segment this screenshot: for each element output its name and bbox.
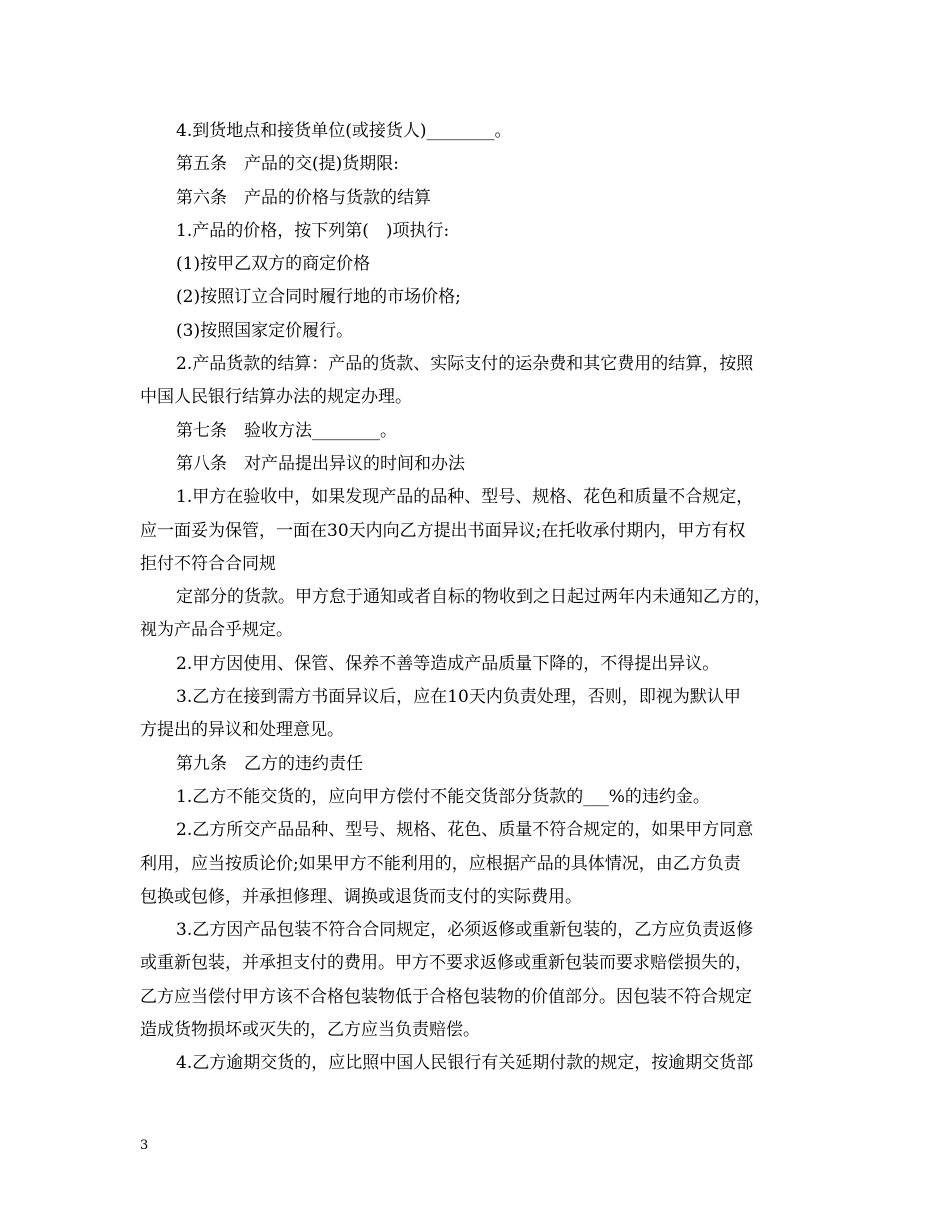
paragraph-line: 4.乙方逾期交货的，应比照中国人民银行有关延期付款的规定，按逾期交货部 (176, 1053, 754, 1074)
article-heading: 第五条 产品的交(提)货期限: (176, 154, 399, 175)
paragraph-line: 2.甲方因使用、保管、保养不善等造成产品质量下降的，不得提出异议。 (176, 653, 720, 674)
paragraph-line: 乙方应当偿付甲方该不合格包装物低于合格包装物的价值部分。因包装不符合规定 (140, 986, 752, 1007)
article-heading: 第九条 乙方的违约责任 (176, 753, 363, 774)
article-heading: 第六条 产品的价格与货款的结算 (176, 187, 431, 208)
article-heading: 第七条 验收方法________。 (176, 420, 397, 441)
paragraph-line: 中国人民银行结算办法的规定办理。 (140, 387, 412, 408)
paragraph-line: 拒付不符合合同规 (140, 553, 276, 574)
paragraph-line: 定部分的货款。甲方怠于通知或者自标的物收到之日起过两年内未通知乙方的， (176, 587, 771, 608)
paragraph-line: (1)按甲乙双方的商定价格 (176, 254, 371, 275)
paragraph-line: 1.甲方在验收中，如果发现产品的品种、型号、规格、花色和质量不合规定， (176, 487, 754, 508)
contract-text (140, 115, 815, 1081)
paragraph-line: 1.产品的价格，按下列第( )项执行: (176, 220, 450, 241)
paragraph-line: 4.到货地点和接货单位(或接货人)________。 (176, 121, 512, 141)
paragraph-line: 1.乙方不能交货的，应向甲方偿付不能交货部分货款的___%的违约金。 (176, 786, 710, 807)
paragraph-line: 造成货物损坏或灭失的，乙方应当负责赔偿。 (140, 1020, 480, 1041)
paragraph-line: 视为产品合乎规定。 (140, 620, 293, 641)
paragraph-line: 2.产品货款的结算：产品的货款、实际支付的运杂费和其它费用的结算，按照 (176, 354, 754, 375)
paragraph-line: 利用，应当按质论价;如果甲方不能利用的，应根据产品的具体情况，由乙方负责 (140, 853, 741, 874)
paragraph-line: 方提出的异议和处理意见。 (140, 720, 344, 741)
paragraph-line: 2.乙方所交产品品种、型号、规格、花色、质量不符合规定的，如果甲方同意 (176, 820, 754, 841)
page-number: 3 (140, 1138, 149, 1153)
paragraph-line: (3)按照国家定价履行。 (176, 320, 354, 341)
paragraph-line: 包换或包修，并承担修理、调换或退货而支付的实际费用。 (140, 886, 582, 907)
paragraph-line: (2)按照订立合同时履行地的市场价格; (176, 287, 461, 308)
paragraph-line: 3.乙方因产品包装不符合合同规定，必须返修或重新包装的，乙方应负责返修 (176, 920, 754, 941)
paragraph-line: 3.乙方在接到需方书面异议后，应在10天内负责处理，否则，即视为默认甲 (176, 687, 741, 708)
paragraph-line: 或重新包装，并承担支付的费用。甲方不要求返修或重新包装而要求赔偿损失的， (140, 953, 752, 974)
paragraph-line: 应一面妥为保管，一面在30天内向乙方提出书面异议;在托收承付期内，甲方有权 (140, 520, 746, 541)
article-heading: 第八条 对产品提出异议的时间和办法 (176, 453, 465, 474)
